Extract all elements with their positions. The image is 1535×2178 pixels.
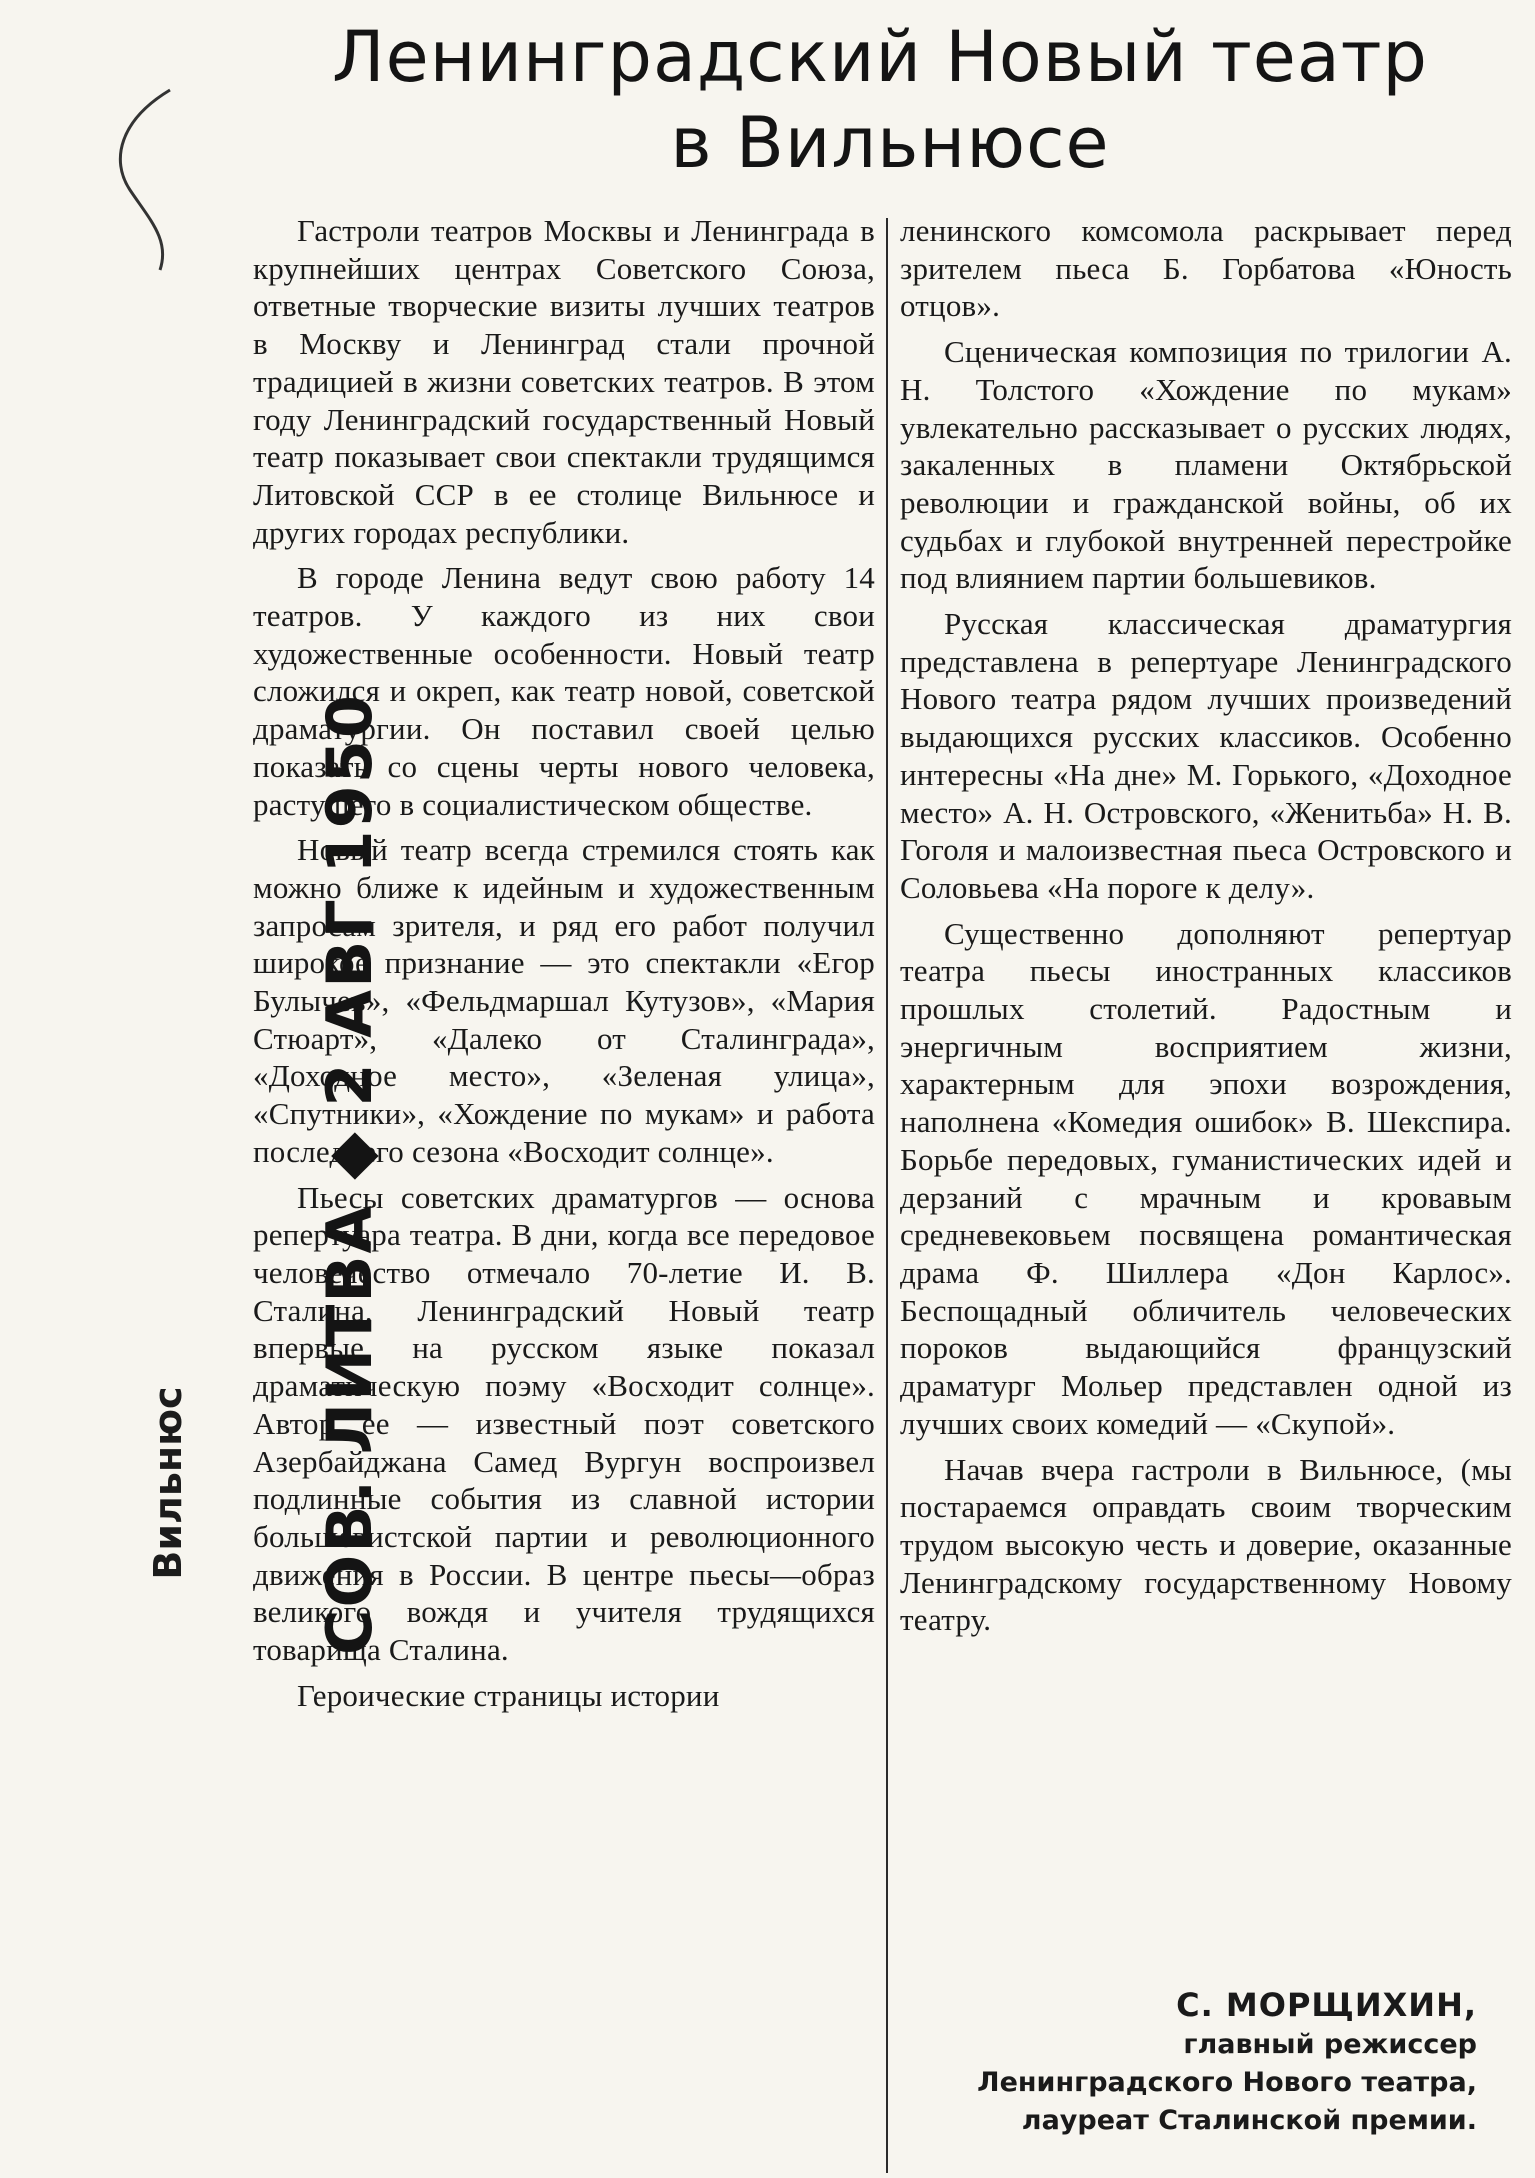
paragraph: Гастроли театров Москвы и Ленинграда в крупнейших центрах Советского Союза, ответные творческие визиты лучших театров в Москву и Ленинград стали прочной традицией в жизни советских театров. В этом году Ленинградский государственный Новый театр показывает свои спектакли трудящимся Литовской ССР в ее столице Вильнюсе и других городах республики. — [253, 213, 875, 550]
title-line-1: Ленинградский Новый театр — [332, 16, 1428, 98]
paragraph: В городе Ленина ведут свою работу 14 театров. У каждого из них свои художественные особенности. Новый театр сложился и окреп, как театр новой, советской драматургии. Он поставил своей целью показать со сцены черты нового человека, растущего в социалистическом обществе. — [253, 560, 875, 822]
author-award: лауреат Сталинской премии. — [1021, 2105, 1477, 2136]
signature-block — [877, 1984, 1477, 2140]
pencil-mark-icon — [100, 80, 210, 280]
date-stamp: СОВ. ЛИТВА ◆ 2 АВГ 1950 — [313, 693, 386, 1655]
paragraph: Героические страницы истории — [297, 1677, 720, 1713]
paragraph: Существенно дополняют репертуар театра пьесы иностранных классиков прошлых столетий. Радостным и энергичным восприятием жизни, характерным для эпохи возрождения, наполнена «Комедия ошибок» В. Шекспира. Борьбе передовых, гуманистических идей и дерзаний с мрачным и кровавым средневековьем посвящена романтическая драма Ф. Шиллера «Дон Карлос». Беспощадный обличитель человеческих пороков выдающийся французский драматург Мольер представлен одной из лучших своих комедий — «Скупой». — [900, 915, 1512, 1441]
paragraph: Сценическая композиция по трилогии А. Н. Толстого «Хождение по мукам» увлекательно рассказывает о русских людях, закаленных в пламени Октябрьской революции и гражданской войны, об их судьбах и глубокой внутренней перестройке под влиянием партии большевиков. — [900, 334, 1512, 596]
paragraph: Пьесы советских драматургов — основа репертуара театра. В дни, когда все передовое человечество отмечало 70-летие И. В. Сталина, Ленинградский Новый театр впервые на русском языке показал драматическую поэму «Восходит солнце». Автор ее — известный поэт советского Азербайджана Самед Вургун воспроизвел подлинные события из славной истории большевистской партии и революционного движения в России. В центре пьесы—образ великого вождя и учителя трудящихся товарища Сталина. — [253, 1179, 875, 1668]
paragraph: Русская классическая драматургия представлена в репертуаре Ленинградского Нового театра рядом лучших произведений выдающихся русских классиков. Особенно интересны «На дне» М. Горького, «Доходное место» А. Н. Островского, «Женитьба» Н. В. Гоголя и малоизвестная пьеса Островского и Соловьева «На пороге к делу». — [900, 606, 1512, 905]
author-theatre: Ленинградского Нового театра, — [977, 2067, 1477, 2098]
paragraph-continuation: ленинского комсомола раскрывает перед зрителем пьеса Б. Горбатова «Юность отцов». — [900, 213, 1512, 324]
title-line-2: в Вильнюсе — [670, 102, 1110, 184]
right-column — [900, 212, 1512, 1647]
column-divider — [886, 218, 888, 2173]
paragraph: Начав вчера гастроли в Вильнюсе, (мы постараемся оправдать своим творческим трудом высокую честь и доверие, оказанные Ленинградскому государственному Новому театру. — [900, 1451, 1512, 1638]
author-title: главный режиссер — [1183, 2029, 1477, 2060]
author-name: С. МОРЩИХИН, — [1176, 1986, 1477, 2024]
city-stamp: Вильнюс — [146, 1386, 190, 1580]
article-title — [300, 14, 1460, 186]
paragraph: Новый театр всегда стремился стоять как можно ближе к идейным и художественным запросам зрителя, и ряд его работ получил широкое признание — это спектакли «Егор Булычев», «Фельдмаршал Кутузов», «Мария Стюарт», «Далеко от Сталинграда», «Доходное место», «Зеленая улица», «Спутники», «Хождение по мукам» и работа последнего сезона «Восходит солнце». — [253, 832, 875, 1169]
